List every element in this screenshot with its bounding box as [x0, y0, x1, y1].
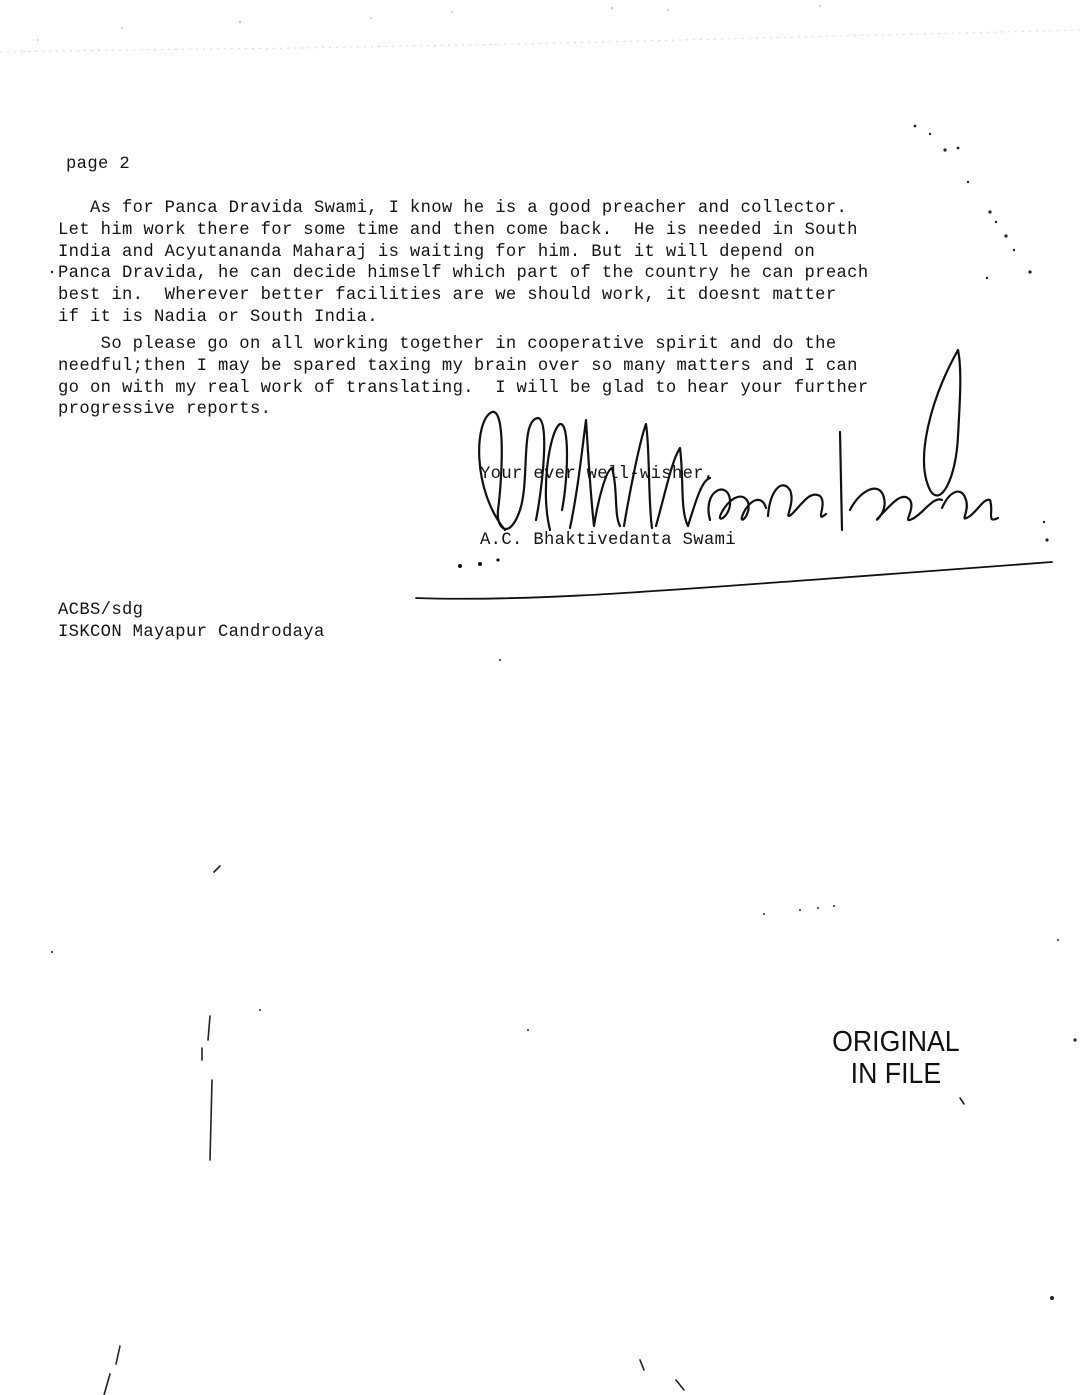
reference-recipient: ISKCON Mayapur Candrodaya	[58, 622, 325, 642]
paragraph-2-line: go on with my real work of translating. I will be glad to hear your further	[58, 378, 869, 398]
paragraph-1-line: Let him work there for some time and then come back. He is needed in South	[58, 220, 858, 240]
page-number: page 2	[66, 155, 130, 174]
paragraph-2-line: So please go on all working together in cooperative spirit and do the	[58, 335, 837, 354]
reference-initials: ACBS/sdg	[58, 601, 144, 620]
typed-signature-name: A.C. Bhaktivedanta Swami	[480, 531, 736, 550]
paragraph-2-line: progressive reports.	[58, 400, 272, 420]
stamp-line-2: IN FILE	[850, 1058, 942, 1090]
paragraph-1-line: if it is Nadia or South India.	[58, 307, 378, 327]
stamp-line-1: ORIGINAL	[832, 1026, 960, 1058]
paragraph-1-line: Panca Dravida, he can decide himself which part of the country he can preach	[58, 264, 869, 284]
paragraph-2-line: needful;then I may be spared taxing my brain over so many matters and I can	[58, 356, 858, 376]
paragraph-1-line: best in. Wherever better facilities are we should work, it doesnt matter	[58, 286, 837, 306]
closing-salutation: Your ever well-wisher,	[480, 465, 715, 484]
paragraph-1-line: India and Acyutananda Maharaj is waiting for him. But it will depend on	[58, 242, 816, 262]
paragraph-1-line: As for Panca Dravida Swami, I know he is a good preacher and collector.	[58, 199, 848, 218]
